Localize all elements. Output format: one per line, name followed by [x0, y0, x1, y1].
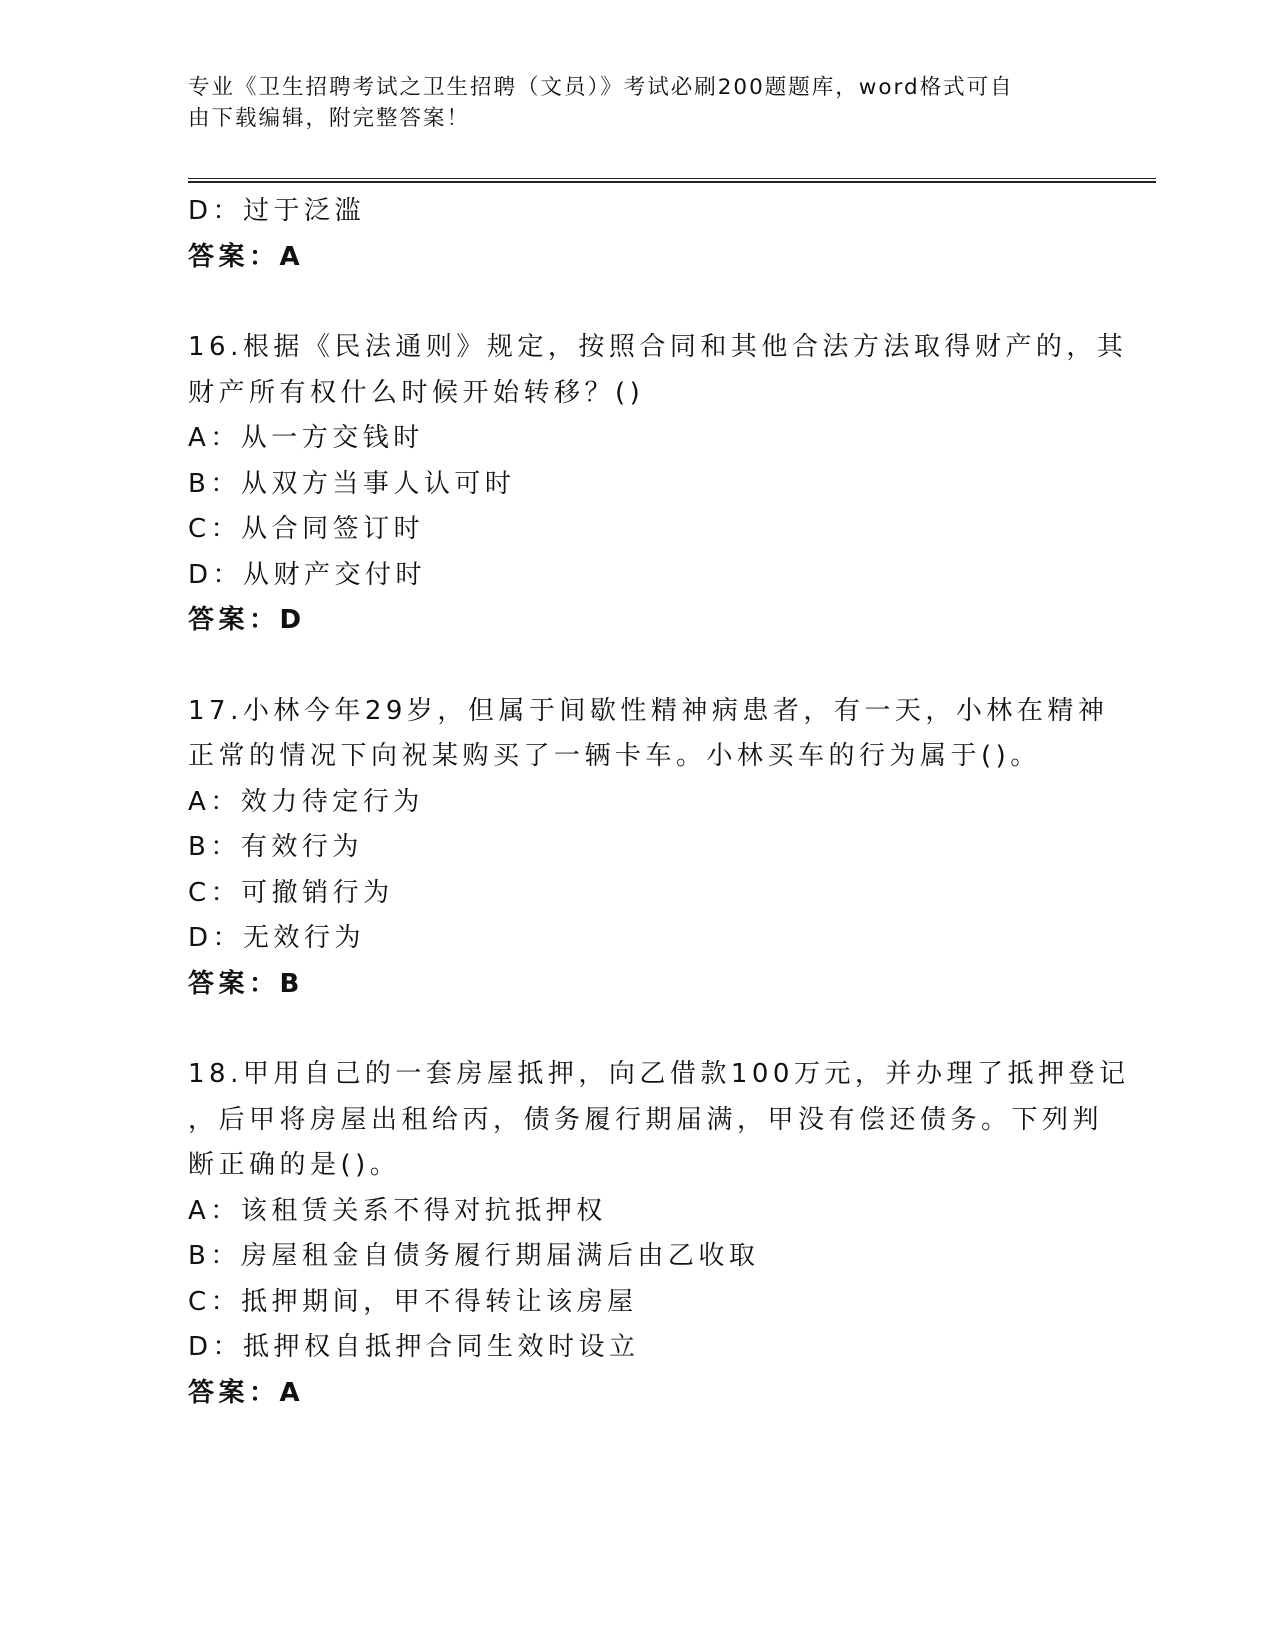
question-17	[188, 689, 1109, 1008]
answer-line: 答案：B	[188, 968, 304, 999]
question-stem-line: 16.根据《民法通则》规定，按照合同和其他合法方法取得财产的，其	[188, 332, 1128, 362]
previous-question-tail	[188, 189, 1088, 280]
question-stem-line: 18.甲用自己的一套房屋抵押，向乙借款100万元，并办理了抵押登记	[188, 1059, 1130, 1089]
option-d: D：抵押权自抵押合同生效时设立	[188, 1332, 640, 1362]
question-stem-line: 17.小林今年29岁，但属于间歇性精神病患者，有一天，小林在精神	[188, 695, 1109, 726]
option-d: D：无效行为	[188, 923, 366, 953]
question-stem-line: 财产所有权什么时候开始转移？()	[188, 377, 645, 408]
header-line-2: 由下载编辑，附完整答案！	[188, 106, 471, 131]
option-d: D：从财产交付时	[188, 559, 427, 590]
question-stem-line: ，后甲将房屋出租给丙，债务履行期届满，甲没有偿还债务。下列判	[188, 1104, 1104, 1135]
question-stem-line: 正常的情况下向祝某购买了一辆卡车。小林买车的行为属于()。	[188, 741, 1041, 771]
answer-line: 答案：D	[188, 605, 306, 635]
header-line-1: 专业《卫生招聘考试之卫生招聘（文员）》考试必刷200题题库，word格式可自	[188, 75, 1014, 100]
option-a: A：从一方交钱时	[188, 423, 424, 453]
question-16	[188, 325, 1128, 644]
question-stem-line: 断正确的是()。	[188, 1150, 401, 1180]
header-divider	[188, 178, 1156, 183]
option-c: C：从合同签订时	[188, 514, 425, 544]
option-b: B：房屋租金自债务履行期届满后由乙收取	[188, 1241, 760, 1271]
option-b: B：从双方当事人认可时	[188, 468, 516, 499]
option-c: C：抵押期间，甲不得转让该房屋	[188, 1286, 638, 1317]
question-18	[188, 1052, 1130, 1416]
option-c: C：可撤销行为	[188, 877, 394, 908]
page-header	[188, 72, 1068, 134]
option-a: A：效力待定行为	[188, 786, 424, 817]
document-body	[188, 189, 1130, 1416]
option-b: B：有效行为	[188, 832, 363, 862]
option-a: A：该租赁关系不得对抗抵押权	[188, 1195, 607, 1226]
option-d: D：过于泛滥	[188, 196, 366, 226]
answer-line: 答案：A	[188, 1377, 305, 1408]
answer-line: 答案：A	[188, 241, 305, 272]
